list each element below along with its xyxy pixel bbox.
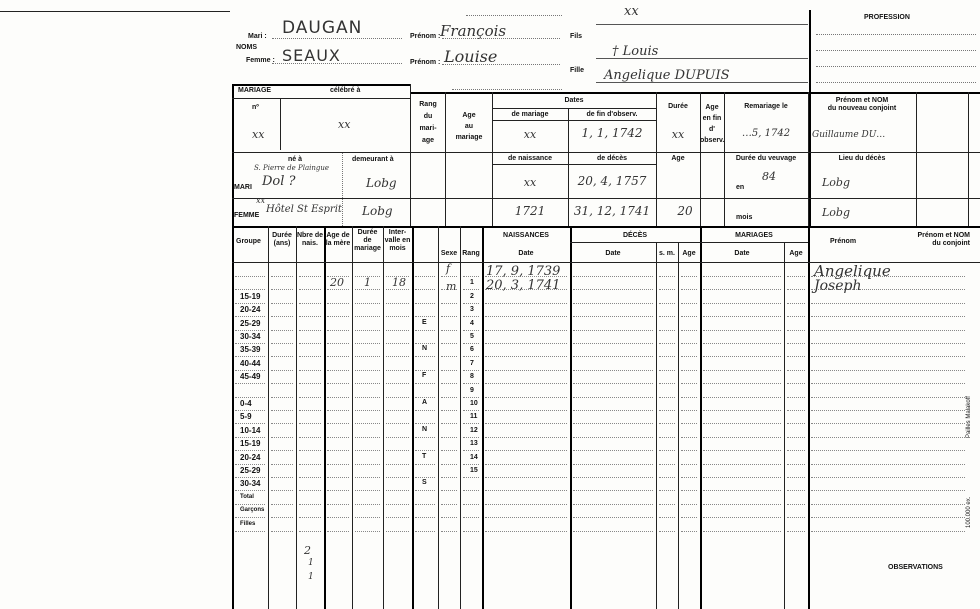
- nouveau-conjoint-value: Guillaume DU…: [812, 130, 886, 140]
- deces-date-header: Date: [605, 250, 621, 257]
- femme-deces: 31, 12, 1741: [573, 204, 651, 218]
- group-label: Total: [240, 493, 254, 500]
- deces-age-header: Age: [682, 250, 696, 257]
- mari-nom-line: [272, 38, 402, 39]
- femme-label: Femme :: [246, 57, 275, 64]
- deces-header: DÉCÈS: [622, 232, 648, 239]
- enfants-letter: A: [422, 399, 428, 406]
- row-rule: [355, 531, 380, 532]
- groupe-header: Groupe: [236, 238, 261, 245]
- table-row: [0, 464, 980, 477]
- group-label: 20-24: [240, 452, 261, 462]
- prenom-header: Prénom: [830, 238, 857, 245]
- age-label: Age: [671, 155, 685, 162]
- mari-prenom-line: [442, 38, 560, 39]
- rank-number: 14: [470, 453, 478, 461]
- fils-line-2: [596, 58, 808, 59]
- row-rule: [271, 531, 293, 532]
- rank-number: 1: [470, 279, 474, 287]
- profession-left-border: [809, 10, 811, 226]
- rank-number: 9: [470, 386, 474, 394]
- fils-2: † Louis: [612, 44, 659, 59]
- total-value: 2: [304, 544, 311, 557]
- duree-ans-header: Durée (ans): [272, 232, 292, 247]
- mari-lieu-deces: Lobg: [822, 176, 851, 189]
- h-grid-7: [232, 226, 980, 228]
- duree-value: xx: [671, 128, 685, 141]
- table-row: [0, 384, 980, 397]
- rank-number: 15: [470, 467, 478, 474]
- group-label: 25-29: [240, 466, 261, 475]
- age-fin-observ: Age en fin d' observ.: [700, 104, 725, 144]
- mariages-age-header: Age: [789, 250, 803, 257]
- fils-line-1: [596, 24, 808, 25]
- mari-ne-note: S. Pierre de Plaingue: [254, 164, 329, 172]
- tirage-margin-text: 100.000 ex.: [966, 496, 972, 528]
- table-row: [0, 491, 980, 504]
- prenom-nom-conjoint-header: Prénom et NOM du conjoint: [917, 232, 970, 247]
- table-row: [0, 410, 980, 423]
- date-mariage-value: xx: [523, 128, 537, 141]
- enfants-letter: E: [422, 318, 427, 326]
- femme-demeurant: Lobg: [362, 204, 393, 218]
- de-mariage-label: de mariage: [511, 111, 549, 118]
- dates-top: [410, 92, 980, 94]
- group-label: 5-9: [240, 412, 252, 422]
- lieu-value: xx: [338, 118, 351, 131]
- mariages-header: MARIAGES: [735, 232, 773, 239]
- row-rule: [415, 531, 435, 532]
- mariages-date-header: Date: [734, 250, 750, 257]
- lieu-deces-label: Lieu du décès: [838, 155, 886, 162]
- mari-deces: 20, 4, 1757: [577, 174, 647, 188]
- corner-rule: [0, 11, 230, 12]
- mari-demeurant: Lobg: [366, 176, 397, 190]
- filles-value: 1: [308, 572, 314, 582]
- row-rule: [659, 531, 675, 532]
- rank-number: 8: [470, 373, 474, 381]
- h-grid-4: [232, 152, 980, 153]
- fille-1: Angelique DUPUIS: [604, 68, 730, 83]
- remariage-label: Remariage le: [744, 103, 788, 110]
- duree-label: Durée: [668, 103, 688, 110]
- femme-age: 20: [677, 204, 693, 218]
- profession-label: PROFESSION: [864, 14, 910, 21]
- h-grid-3: [492, 120, 656, 121]
- table-rows: [0, 263, 980, 609]
- child-1-prenom: Angelique: [814, 262, 891, 280]
- date-fin-value: 1, 1, 1742: [581, 126, 643, 140]
- child-2-date: 20, 3, 1741: [486, 278, 561, 293]
- demeurant-a-label: demeurant à: [352, 156, 394, 163]
- row-age-mere: 20: [330, 276, 344, 289]
- sm-header: s. m.: [659, 250, 675, 257]
- group-label: 40-44: [240, 358, 261, 368]
- nbre-nais-header: Nbre de nais.: [296, 232, 324, 247]
- intervalle-header: Inter- valle en mois: [384, 229, 411, 252]
- v-grid-dotted: [342, 152, 343, 226]
- group-label: 10-14: [240, 425, 261, 435]
- group-label: 35-39: [240, 345, 261, 355]
- row-rule: [811, 531, 965, 532]
- mariage-left: [232, 84, 234, 226]
- rank-number: 11: [470, 413, 478, 421]
- enfants-letter: F: [422, 372, 427, 380]
- veuvage-en: 84: [762, 170, 776, 183]
- naissances-header: NAISSANCES: [503, 232, 549, 239]
- group-label: 45-49: [240, 372, 261, 382]
- table-row: [0, 303, 980, 316]
- v-grid-10: [968, 92, 969, 226]
- fille-label: Fille: [570, 67, 585, 74]
- femme-nom: SEAUX: [282, 46, 341, 65]
- no-value: xx: [252, 128, 265, 141]
- row-rule: [235, 531, 265, 532]
- child-2-sexe: m: [446, 280, 457, 293]
- group-label: 0-4: [240, 399, 252, 408]
- group-label: Filles: [240, 520, 256, 527]
- femme-prenom: Louise: [444, 47, 498, 66]
- table-row: [0, 357, 980, 370]
- duree-mariage-header: Durée de mariage: [354, 229, 381, 252]
- de-fin-label: de fin d'observ.: [586, 111, 638, 118]
- observations-label: OBSERVATIONS: [888, 564, 943, 571]
- row-rule: [485, 531, 567, 532]
- rank-number: 12: [470, 426, 478, 434]
- row-rule: [463, 531, 479, 532]
- enfants-letter: T: [422, 452, 427, 460]
- femme-prenom-line: [442, 64, 560, 65]
- profession-line-1: [816, 34, 976, 35]
- row-intervalle: 18: [392, 276, 406, 289]
- sexe-header: Sexe: [440, 250, 458, 257]
- rank-number: 4: [470, 319, 474, 327]
- fille-line: [596, 82, 808, 83]
- v-grid-11: [280, 98, 281, 150]
- printer-margin-text: Pailles Malakoff: [966, 396, 972, 438]
- h-grid-1: [232, 98, 410, 99]
- bottom-dots: [452, 89, 562, 90]
- rank-number: 13: [470, 440, 478, 448]
- table-row: [0, 477, 980, 490]
- child-1-sexe: f: [446, 262, 451, 275]
- mois-label: mois: [736, 214, 753, 221]
- row-rule: [703, 531, 781, 532]
- rang-du-mariage: Rang du mari- age: [419, 101, 437, 144]
- v-grid-9: [916, 92, 917, 226]
- de-deces-label: de décès: [597, 155, 627, 162]
- fils-1: xx: [624, 4, 639, 19]
- femme-ne: Hôtel St Esprit: [266, 204, 342, 215]
- dates-label: Dates: [564, 97, 584, 104]
- age-mere-header: Age de la mère: [325, 232, 351, 247]
- femme-naissance: 1721: [514, 204, 546, 218]
- femme-nom-line: [272, 63, 402, 64]
- celebre-label: célébré à: [330, 87, 361, 94]
- de-naissance-label: de naissance: [508, 155, 552, 162]
- femme-prenom-label: Prénom :: [410, 59, 441, 66]
- table-row: [0, 437, 980, 450]
- table-row: [0, 343, 980, 356]
- mari-ne: Dol ?: [262, 174, 296, 189]
- mari-nom: DAUGAN: [282, 18, 363, 38]
- child-2-prenom: Joseph: [814, 278, 862, 294]
- rank-number: 10: [470, 400, 478, 407]
- group-label: 30-34: [240, 332, 261, 341]
- noms-label: NOMS: [236, 44, 257, 51]
- mari-prenom-label: Prénom :: [410, 33, 441, 40]
- h-grid-6: [232, 198, 980, 199]
- row-duree-mariage: 1: [364, 276, 371, 289]
- row-rule: [787, 531, 805, 532]
- mariage-title: MARIAGE: [238, 87, 272, 94]
- naissances-date-header: Date: [518, 250, 534, 257]
- table-row: [0, 397, 980, 410]
- table-row: [0, 504, 980, 517]
- enfants-letter: N: [422, 345, 428, 353]
- row-rule: [299, 531, 321, 532]
- row-rule: [441, 531, 457, 532]
- femme-ne-note: xx: [256, 196, 266, 205]
- table-row: [0, 451, 980, 464]
- mari-naissance: xx: [523, 176, 537, 189]
- group-label: 15-19: [240, 439, 261, 449]
- profession-line-3: [816, 66, 976, 67]
- table-row: [0, 317, 980, 330]
- mariage-top: [232, 84, 410, 86]
- fils-label: Fils: [570, 33, 583, 40]
- row-rule: [573, 531, 653, 532]
- rank-number: 5: [470, 333, 474, 340]
- group-label: 30-34: [240, 479, 261, 489]
- group-label: 25-29: [240, 318, 261, 328]
- rang-header: Rang: [462, 250, 480, 257]
- mari-prenom: François: [440, 22, 507, 40]
- enfants-letter: N: [422, 425, 428, 433]
- table-row: [0, 370, 980, 383]
- rank-number: 3: [470, 306, 474, 314]
- group-label: 20-24: [240, 305, 261, 315]
- top-dots: [466, 15, 562, 16]
- garcons-value: 1: [308, 558, 314, 568]
- rank-number: 7: [470, 359, 474, 367]
- nouveau-conjoint-label: Prénom et NOM du nouveau conjoint: [827, 97, 897, 112]
- age-au-mariage: Age au mariage: [455, 112, 483, 141]
- table-row: [0, 330, 980, 343]
- enfants-letter: S: [422, 479, 427, 487]
- table-row: [0, 518, 980, 531]
- duree-veuvage-label: Durée du veuvage: [735, 155, 797, 162]
- row-rule: [386, 531, 409, 532]
- child-1-date: 17, 9, 1739: [486, 264, 561, 279]
- group-label: Garçons: [240, 507, 265, 514]
- mari-label: Mari :: [248, 33, 267, 40]
- h-grid-5: [492, 164, 656, 165]
- group-label: 15-19: [240, 291, 261, 301]
- remariage-value: …5, 1742: [741, 128, 791, 139]
- profession-line-4: [816, 82, 976, 83]
- h-grid-2: [492, 108, 656, 109]
- rank-number: 6: [470, 346, 474, 354]
- en-label: en: [736, 184, 745, 191]
- deces-subheader-line: [570, 242, 808, 243]
- femme-row-label: FEMME: [234, 212, 260, 219]
- profession-line-2: [816, 50, 976, 51]
- rank-number: 2: [470, 292, 474, 300]
- ne-a-label: né à: [288, 156, 303, 163]
- row-rule: [327, 531, 349, 532]
- femme-lieu-deces: Lobg: [822, 206, 851, 219]
- row-rule: [681, 531, 697, 532]
- no-label: nº: [252, 104, 259, 111]
- table-row: [0, 424, 980, 437]
- mari-row-label: MARI: [234, 184, 252, 191]
